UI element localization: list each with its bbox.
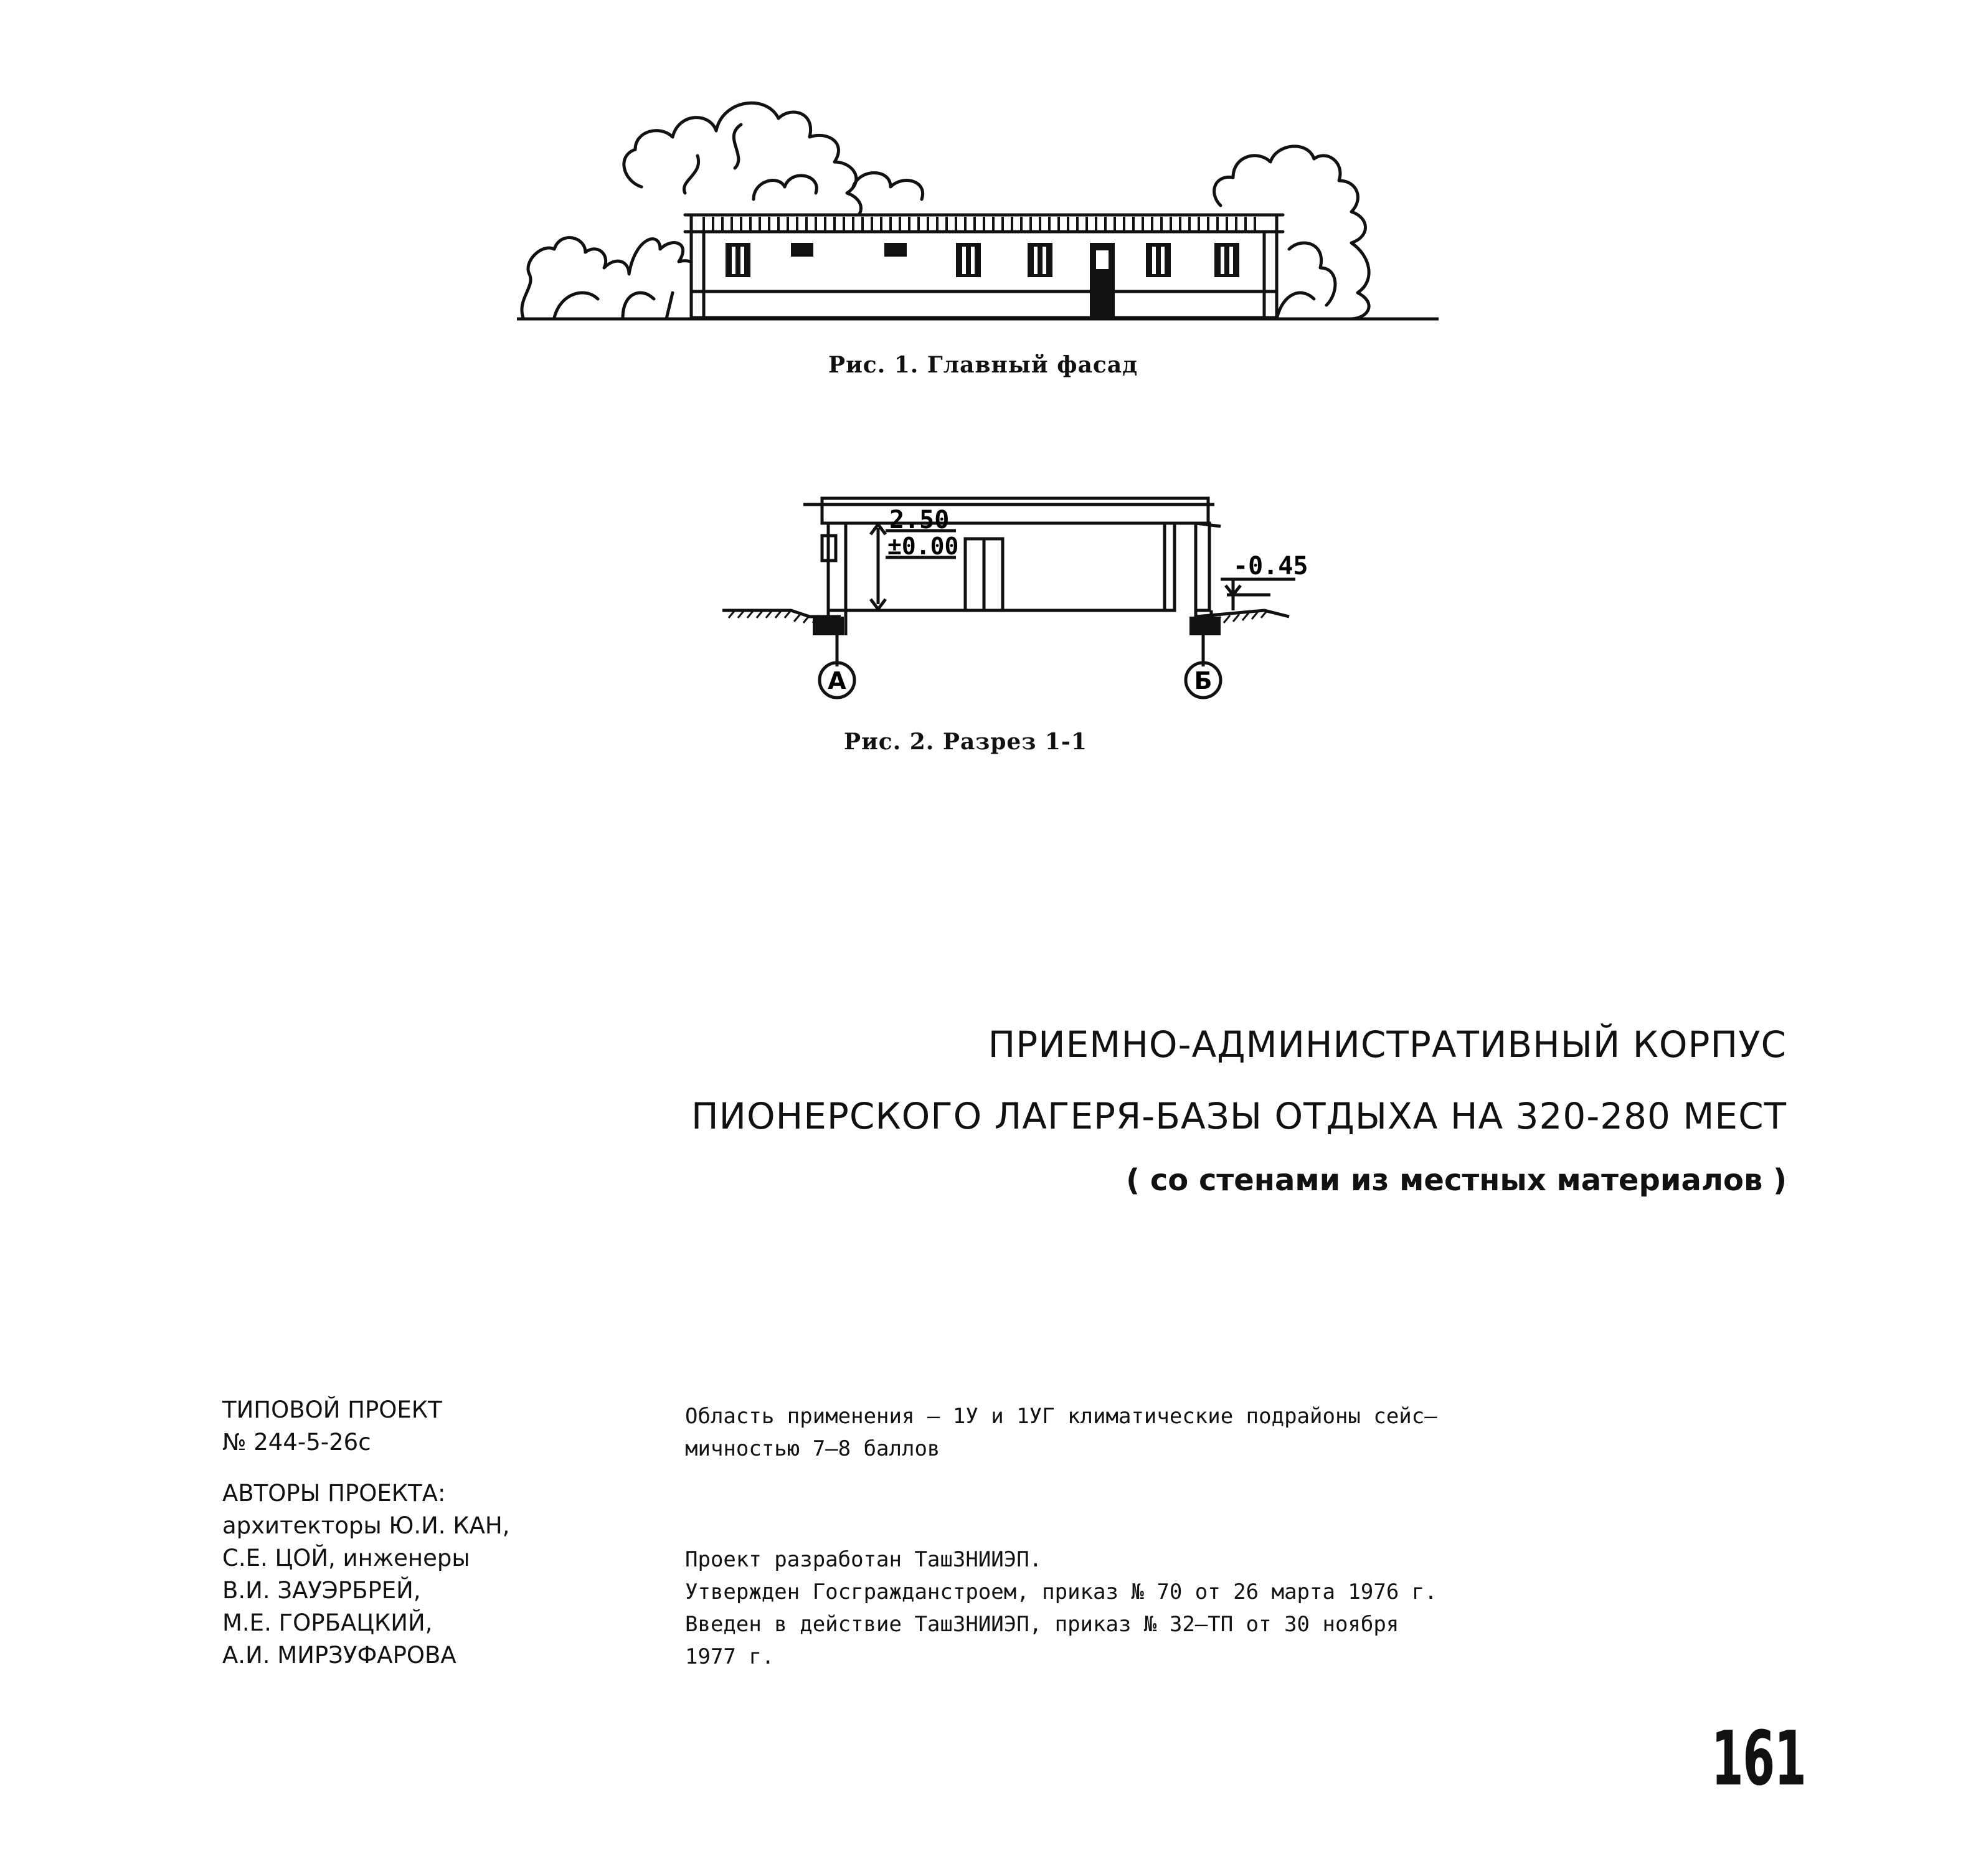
figure2-caption: Рис. 2. Разрез 1-1 <box>844 729 1087 755</box>
document-title <box>691 1009 1787 1208</box>
author-line: архитекторы Ю.И. КАН, <box>222 1512 510 1539</box>
elevation-zero: ±0.00 <box>887 533 959 560</box>
author-line: С.Е. ЦОЙ, инженеры <box>222 1545 470 1571</box>
project-number: № 244-5-26с <box>222 1429 371 1456</box>
title-line-2: ПИОНЕРСКОГО ЛАГЕРЯ-БАЗЫ ОТДЫХА НА 320-280 МЕСТ <box>691 1095 1787 1137</box>
development-line: Утвержден Госгражданстроем, приказ № 70 от 26 марта 1976 г. <box>685 1580 1437 1604</box>
authors-heading: АВТОРЫ ПРОЕКТА: <box>222 1480 446 1507</box>
elevation-ground: -0.45 <box>1233 552 1308 580</box>
facade-drawing <box>517 87 1439 324</box>
development-line: Введен в действие ТашЗНИИЭП, приказ № 32–ТП от 30 ноября <box>685 1612 1399 1637</box>
section-drawing <box>716 486 1339 704</box>
development-line: Проект разработан ТашЗНИИЭП. <box>685 1547 1043 1572</box>
elevation-top: 2.50 <box>889 506 950 534</box>
author-line: А.И. МИРЗУФАРОВА <box>222 1642 456 1669</box>
page-number: 161 <box>1711 1716 1805 1803</box>
development-line: 1977 г. <box>685 1644 775 1669</box>
project-type: ТИПОВОЙ ПРОЕКТ <box>222 1396 442 1423</box>
axis-label-a: А <box>828 667 846 694</box>
project-info <box>222 1394 571 1672</box>
development-info <box>685 1543 1594 1673</box>
author-line: М.Е. ГОРБАЦКИЙ, <box>222 1609 433 1636</box>
application-line: Область применения – 1У и 1УГ климатические подрайоны сейс– <box>685 1404 1437 1429</box>
author-line: В.И. ЗАУЭРБРЕЙ, <box>222 1577 421 1604</box>
title-line-1: ПРИЕМНО-АДМИНИСТРАТИВНЫЙ КОРПУС <box>988 1023 1787 1066</box>
figure1-caption: Рис. 1. Главный фасад <box>828 352 1138 378</box>
title-line-3: ( со стенами из местных материалов ) <box>1126 1163 1787 1198</box>
axis-label-b: Б <box>1194 667 1213 694</box>
application-area <box>685 1400 1594 1465</box>
application-line: мичностью 7–8 баллов <box>685 1436 940 1461</box>
